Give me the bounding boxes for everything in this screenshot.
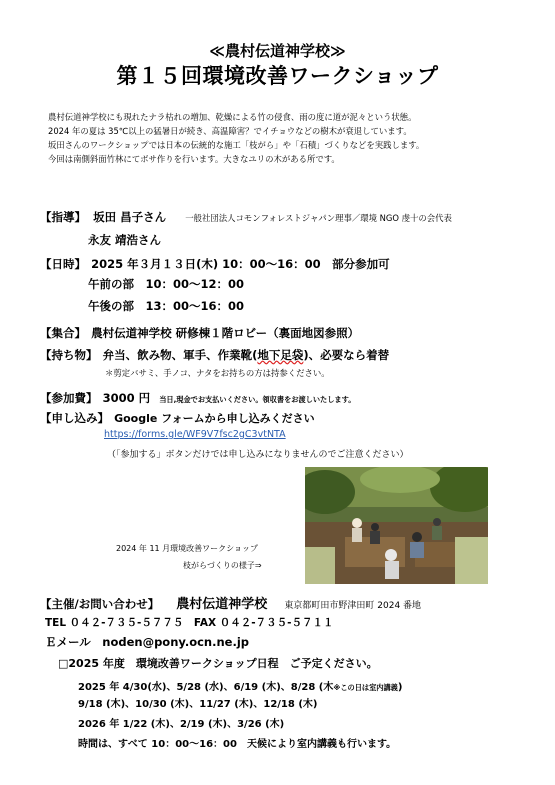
intro-line: 2024 年の夏は 35℃以上の猛暑日が続き、高温障害？でイチョウなどの樹木が衰退しています。: [48, 126, 412, 136]
items-value-underlined: 地下足袋: [257, 348, 304, 362]
organizer-address: 東京都町田市野津田町 2024 番地: [284, 601, 422, 611]
items-note: ＊剪定バサミ、手ノコ、ナタをお持ちの方は持参ください。: [105, 368, 330, 378]
tel-fax: TEL ０４２-７３５-５７７５ FAX ０４２-７３５-５７１１: [45, 617, 334, 629]
guide-org: 一般社団法人コモンフォレストジャパン理事／環境 NGO 虔十の会代表: [185, 213, 452, 223]
guide-row: [40, 206, 452, 225]
fee-label: 【参加費】: [40, 391, 98, 405]
afternoon-session: 午後の部 13：00～16：00: [88, 299, 245, 313]
schedule-time-note: 時間は、すべて 10：00～16：00 天候により室内講義も行います。: [78, 739, 397, 750]
organizer-name: 農村伝道神学校: [176, 597, 268, 612]
place-row: [40, 322, 359, 341]
items-value-start: 弁当、飲み物、軍手、作業靴(: [102, 348, 258, 362]
fee-note: 当日,現金でお支払いください。領収書をお渡しいたします。: [159, 395, 356, 404]
contact-row: [40, 593, 421, 612]
schedule-heading: □2025 年度 環境改善ワークショップ日程 ご予定ください。: [58, 657, 378, 670]
morning-session: 午前の部 10：00～12：00: [88, 277, 245, 291]
photo-caption-1: 2024 年 11 月環境改善ワークショップ: [116, 544, 259, 553]
event-title: 第１５回環境改善ワークショップ: [116, 64, 439, 88]
email: Ｅメール noden@pony.ocn.ne.jp: [45, 635, 250, 649]
intro-line: 今回は南側斜面竹林にてボサ作りを行います。大きなユリの木がある所です。: [48, 154, 340, 164]
guide-name-1: 坂田 昌子さん: [93, 210, 167, 224]
schedule-dates-1: 2025 年 4/30(水)、5/28 (水)、6/19 (木)、8/28 (木: [78, 682, 334, 693]
guide-label: 【指導】: [40, 210, 86, 224]
workshop-photo: [305, 467, 488, 584]
photo-caption-2: 枝がらづくりの様子⇒: [183, 561, 262, 570]
intro-line: 農村伝道神学校にも現れたナラ枯れの増加、乾燥による竹の侵食、雨の度に道が泥々という状態。: [48, 112, 417, 122]
date-value: 2025 年３月１３日(木) 10：00～16：00 部分参加可: [91, 257, 390, 271]
items-label: 【持ち物】: [40, 348, 98, 362]
intro-line: 坂田さんのワークショップでは日本の伝統的な施工「枝がら」や「石積」づくりなどを実践します。: [48, 140, 425, 150]
schedule-note: ※この日は室内講義: [333, 683, 398, 692]
place-label: 【集合】: [40, 326, 86, 340]
contact-label: 【主催/お問い合わせ】: [40, 597, 160, 611]
place-value: 農村伝道神学校 研修棟１階ロビー（裏面地図参照）: [91, 326, 360, 340]
fee-row: [40, 387, 355, 406]
items-row: [40, 344, 389, 363]
fee-value: 3000 円: [102, 391, 151, 405]
apply-row: [40, 407, 315, 426]
school-title: ≪農村伝道神学校≫: [209, 42, 346, 60]
guide-name-2: 永友 靖浩さん: [88, 233, 162, 247]
date-row: [40, 253, 390, 272]
apply-note: （「参加する」ボタンだけでは申し込みになりませんのでご注意ください）: [107, 450, 409, 460]
apply-label: 【申し込み】: [40, 411, 109, 425]
schedule-dates-3: 2026 年 1/22 (木)、2/19 (木)、3/26 (木): [78, 719, 285, 730]
schedule-close: ): [397, 682, 403, 693]
date-label: 【日時】: [40, 257, 86, 271]
items-value-end: )、必要なら着替: [303, 348, 390, 362]
schedule-dates-2: 9/18 (木)、10/30 (木)、11/27 (木)、12/18 (木): [78, 699, 318, 710]
schedule-line-1: [78, 675, 402, 694]
apply-form-link[interactable]: https://forms.gle/WF9V7fsc2gC3vtNTA: [104, 429, 286, 440]
apply-value: Google フォームから申し込みください: [114, 412, 315, 425]
